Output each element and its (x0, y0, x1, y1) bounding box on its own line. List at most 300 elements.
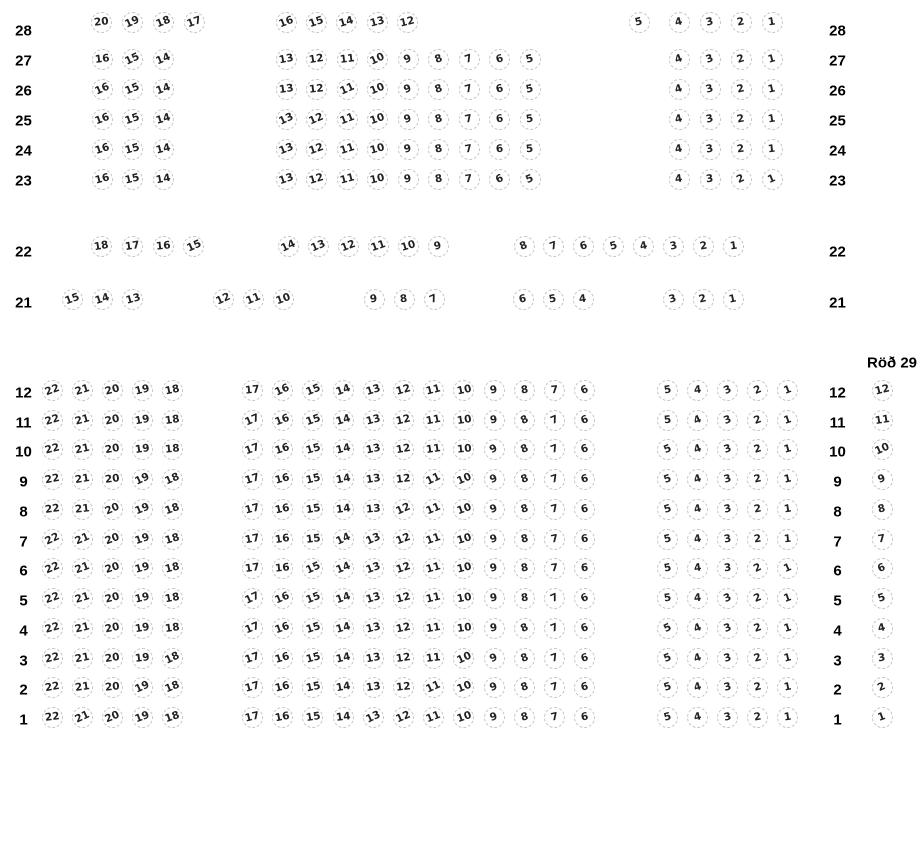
seat[interactable] (242, 558, 263, 579)
seat[interactable] (489, 109, 510, 130)
seat[interactable] (302, 410, 323, 431)
seat[interactable] (102, 469, 123, 490)
seat[interactable] (183, 236, 204, 257)
seat[interactable] (336, 12, 357, 33)
seat[interactable] (484, 499, 505, 520)
seat[interactable] (700, 169, 721, 190)
seat[interactable] (333, 677, 354, 698)
seat[interactable] (102, 499, 123, 520)
seat[interactable] (777, 677, 798, 698)
seat[interactable] (272, 618, 293, 639)
seat[interactable] (393, 558, 414, 579)
seat[interactable] (333, 410, 354, 431)
seat[interactable] (484, 677, 505, 698)
seat[interactable] (687, 410, 708, 431)
seat[interactable] (747, 380, 768, 401)
seat[interactable] (423, 410, 444, 431)
seat[interactable] (428, 139, 449, 160)
seat[interactable] (62, 289, 83, 310)
seat[interactable] (242, 380, 263, 401)
seat[interactable] (574, 499, 595, 520)
seat[interactable] (700, 12, 721, 33)
seat[interactable] (747, 618, 768, 639)
seat[interactable] (520, 169, 541, 190)
seat[interactable] (302, 588, 323, 609)
seat[interactable] (520, 139, 541, 160)
seat[interactable] (717, 529, 738, 550)
seat[interactable] (544, 677, 565, 698)
seat[interactable] (489, 169, 510, 190)
seat[interactable] (132, 469, 153, 490)
seat[interactable] (367, 49, 388, 70)
seat[interactable] (669, 79, 690, 100)
seat[interactable] (872, 558, 893, 579)
seat[interactable] (423, 380, 444, 401)
seat[interactable] (337, 79, 358, 100)
seat[interactable] (453, 410, 474, 431)
seat[interactable] (717, 558, 738, 579)
seat[interactable] (872, 707, 893, 728)
seat[interactable] (42, 380, 63, 401)
seat[interactable] (91, 236, 112, 257)
seat[interactable] (687, 499, 708, 520)
seat[interactable] (272, 410, 293, 431)
seat[interactable] (453, 380, 474, 401)
seat[interactable] (423, 558, 444, 579)
seat[interactable] (423, 707, 444, 728)
seat[interactable] (162, 469, 183, 490)
seat[interactable] (92, 139, 113, 160)
seat[interactable] (514, 410, 535, 431)
seat[interactable] (459, 139, 480, 160)
seat[interactable] (700, 139, 721, 160)
seat[interactable] (489, 79, 510, 100)
seat[interactable] (393, 529, 414, 550)
seat[interactable] (102, 707, 123, 728)
seat[interactable] (398, 236, 419, 257)
seat[interactable] (700, 79, 721, 100)
seat[interactable] (242, 499, 263, 520)
seat[interactable] (102, 677, 123, 698)
seat[interactable] (42, 707, 63, 728)
seat[interactable] (153, 12, 174, 33)
seat[interactable] (333, 648, 354, 669)
seat[interactable] (514, 236, 535, 257)
seat[interactable] (102, 588, 123, 609)
seat[interactable] (272, 529, 293, 550)
seat[interactable] (132, 707, 153, 728)
seat[interactable] (302, 469, 323, 490)
seat[interactable] (272, 558, 293, 579)
seat[interactable] (717, 410, 738, 431)
seat[interactable] (687, 677, 708, 698)
seat[interactable] (363, 677, 384, 698)
seat[interactable] (153, 109, 174, 130)
seat[interactable] (747, 410, 768, 431)
seat[interactable] (92, 169, 113, 190)
seat[interactable] (777, 529, 798, 550)
seat[interactable] (132, 529, 153, 550)
seat[interactable] (72, 558, 93, 579)
seat[interactable] (574, 469, 595, 490)
seat[interactable] (669, 109, 690, 130)
seat[interactable] (777, 588, 798, 609)
seat[interactable] (42, 499, 63, 520)
seat[interactable] (302, 529, 323, 550)
seat[interactable] (872, 380, 893, 401)
seat[interactable] (657, 410, 678, 431)
seat[interactable] (153, 49, 174, 70)
seat[interactable] (872, 469, 893, 490)
seat[interactable] (132, 558, 153, 579)
seat[interactable] (333, 439, 354, 460)
seat[interactable] (544, 618, 565, 639)
seat[interactable] (723, 236, 744, 257)
seat[interactable] (102, 618, 123, 639)
seat[interactable] (363, 469, 384, 490)
seat[interactable] (102, 558, 123, 579)
seat[interactable] (363, 529, 384, 550)
seat[interactable] (368, 236, 389, 257)
seat[interactable] (242, 439, 263, 460)
seat[interactable] (364, 289, 385, 310)
seat[interactable] (574, 618, 595, 639)
seat[interactable] (393, 469, 414, 490)
seat[interactable] (657, 439, 678, 460)
seat[interactable] (514, 469, 535, 490)
seat[interactable] (423, 618, 444, 639)
seat[interactable] (302, 499, 323, 520)
seat[interactable] (762, 12, 783, 33)
seat[interactable] (184, 12, 205, 33)
seat[interactable] (242, 707, 263, 728)
seat[interactable] (272, 677, 293, 698)
seat[interactable] (153, 79, 174, 100)
seat[interactable] (132, 410, 153, 431)
seat[interactable] (72, 707, 93, 728)
seat[interactable] (520, 109, 541, 130)
seat[interactable] (306, 12, 327, 33)
seat[interactable] (242, 648, 263, 669)
seat[interactable] (514, 499, 535, 520)
seat[interactable] (213, 289, 234, 310)
seat[interactable] (777, 648, 798, 669)
seat[interactable] (484, 410, 505, 431)
seat[interactable] (424, 289, 445, 310)
seat[interactable] (363, 558, 384, 579)
seat[interactable] (333, 529, 354, 550)
seat[interactable] (543, 289, 564, 310)
seat[interactable] (687, 558, 708, 579)
seat[interactable] (574, 648, 595, 669)
seat[interactable] (162, 648, 183, 669)
seat[interactable] (459, 49, 480, 70)
seat[interactable] (428, 169, 449, 190)
seat[interactable] (92, 49, 113, 70)
seat[interactable] (92, 109, 113, 130)
seat[interactable] (423, 529, 444, 550)
seat[interactable] (459, 79, 480, 100)
seat[interactable] (102, 410, 123, 431)
seat[interactable] (367, 139, 388, 160)
seat[interactable] (42, 469, 63, 490)
seat[interactable] (393, 499, 414, 520)
seat[interactable] (363, 410, 384, 431)
seat[interactable] (520, 49, 541, 70)
seat[interactable] (513, 289, 534, 310)
seat[interactable] (398, 109, 419, 130)
seat[interactable] (669, 139, 690, 160)
seat[interactable] (363, 439, 384, 460)
seat[interactable] (333, 469, 354, 490)
seat[interactable] (122, 169, 143, 190)
seat[interactable] (153, 139, 174, 160)
seat[interactable] (762, 169, 783, 190)
seat[interactable] (42, 410, 63, 431)
seat[interactable] (42, 439, 63, 460)
seat[interactable] (747, 677, 768, 698)
seat[interactable] (132, 499, 153, 520)
seat[interactable] (629, 12, 650, 33)
seat[interactable] (333, 707, 354, 728)
seat[interactable] (162, 677, 183, 698)
seat[interactable] (777, 469, 798, 490)
seat[interactable] (72, 469, 93, 490)
seat[interactable] (747, 529, 768, 550)
seat[interactable] (72, 439, 93, 460)
seat[interactable] (153, 236, 174, 257)
seat[interactable] (393, 677, 414, 698)
seat[interactable] (723, 289, 744, 310)
seat[interactable] (514, 707, 535, 728)
seat[interactable] (700, 49, 721, 70)
seat[interactable] (717, 439, 738, 460)
seat[interactable] (363, 588, 384, 609)
seat[interactable] (544, 499, 565, 520)
seat[interactable] (72, 499, 93, 520)
seat[interactable] (337, 169, 358, 190)
seat[interactable] (333, 588, 354, 609)
seat[interactable] (514, 677, 535, 698)
seat[interactable] (717, 648, 738, 669)
seat[interactable] (544, 410, 565, 431)
seat[interactable] (423, 677, 444, 698)
seat[interactable] (272, 499, 293, 520)
seat[interactable] (489, 139, 510, 160)
seat[interactable] (747, 648, 768, 669)
seat[interactable] (333, 380, 354, 401)
seat[interactable] (308, 236, 329, 257)
seat[interactable] (777, 439, 798, 460)
seat[interactable] (514, 439, 535, 460)
seat[interactable] (657, 529, 678, 550)
seat[interactable] (398, 139, 419, 160)
seat[interactable] (717, 618, 738, 639)
seat[interactable] (367, 12, 388, 33)
seat[interactable] (484, 380, 505, 401)
seat[interactable] (393, 648, 414, 669)
seat[interactable] (657, 707, 678, 728)
seat[interactable] (337, 49, 358, 70)
seat[interactable] (398, 49, 419, 70)
seat[interactable] (302, 677, 323, 698)
seat[interactable] (514, 380, 535, 401)
seat[interactable] (122, 79, 143, 100)
seat[interactable] (162, 499, 183, 520)
seat[interactable] (453, 439, 474, 460)
seat[interactable] (573, 236, 594, 257)
seat[interactable] (731, 109, 752, 130)
seat[interactable] (663, 289, 684, 310)
seat[interactable] (544, 648, 565, 669)
seat[interactable] (762, 79, 783, 100)
seat[interactable] (657, 677, 678, 698)
seat[interactable] (272, 469, 293, 490)
seat[interactable] (276, 12, 297, 33)
seat[interactable] (72, 380, 93, 401)
seat[interactable] (453, 588, 474, 609)
seat[interactable] (717, 499, 738, 520)
seat[interactable] (132, 380, 153, 401)
seat[interactable] (574, 410, 595, 431)
seat[interactable] (669, 49, 690, 70)
seat[interactable] (484, 558, 505, 579)
seat[interactable] (72, 618, 93, 639)
seat[interactable] (657, 648, 678, 669)
seat[interactable] (272, 439, 293, 460)
seat[interactable] (72, 529, 93, 550)
seat[interactable] (423, 439, 444, 460)
seat[interactable] (574, 380, 595, 401)
seat[interactable] (393, 588, 414, 609)
seat[interactable] (423, 588, 444, 609)
seat[interactable] (276, 169, 297, 190)
seat[interactable] (762, 109, 783, 130)
seat[interactable] (102, 648, 123, 669)
seat[interactable] (122, 289, 143, 310)
seat[interactable] (42, 677, 63, 698)
seat[interactable] (122, 139, 143, 160)
seat[interactable] (687, 618, 708, 639)
seat[interactable] (306, 139, 327, 160)
seat[interactable] (453, 618, 474, 639)
seat[interactable] (872, 499, 893, 520)
seat[interactable] (132, 648, 153, 669)
seat[interactable] (777, 499, 798, 520)
seat[interactable] (514, 529, 535, 550)
seat[interactable] (42, 588, 63, 609)
seat[interactable] (132, 618, 153, 639)
seat[interactable] (42, 529, 63, 550)
seat[interactable] (731, 79, 752, 100)
seat[interactable] (92, 289, 113, 310)
seat[interactable] (242, 529, 263, 550)
seat[interactable] (872, 439, 893, 460)
seat[interactable] (544, 588, 565, 609)
seat[interactable] (777, 410, 798, 431)
seat[interactable] (872, 677, 893, 698)
seat[interactable] (687, 469, 708, 490)
seat[interactable] (574, 677, 595, 698)
seat[interactable] (453, 648, 474, 669)
seat[interactable] (459, 109, 480, 130)
seat[interactable] (276, 139, 297, 160)
seat[interactable] (423, 469, 444, 490)
seat[interactable] (484, 648, 505, 669)
seat[interactable] (276, 79, 297, 100)
seat[interactable] (453, 558, 474, 579)
seat[interactable] (687, 707, 708, 728)
seat[interactable] (687, 588, 708, 609)
seat[interactable] (276, 109, 297, 130)
seat[interactable] (777, 618, 798, 639)
seat[interactable] (306, 169, 327, 190)
seat[interactable] (777, 380, 798, 401)
seat[interactable] (162, 529, 183, 550)
seat[interactable] (162, 380, 183, 401)
seat[interactable] (657, 588, 678, 609)
seat[interactable] (337, 109, 358, 130)
seat[interactable] (162, 707, 183, 728)
seat[interactable] (42, 648, 63, 669)
seat[interactable] (657, 618, 678, 639)
seat[interactable] (872, 529, 893, 550)
seat[interactable] (657, 558, 678, 579)
seat[interactable] (669, 12, 690, 33)
seat[interactable] (484, 588, 505, 609)
seat[interactable] (363, 618, 384, 639)
seat[interactable] (574, 707, 595, 728)
seat[interactable] (306, 109, 327, 130)
seat[interactable] (762, 49, 783, 70)
seat[interactable] (122, 109, 143, 130)
seat[interactable] (687, 648, 708, 669)
seat[interactable] (367, 79, 388, 100)
seat[interactable] (717, 677, 738, 698)
seat[interactable] (453, 469, 474, 490)
seat[interactable] (717, 469, 738, 490)
seat[interactable] (423, 648, 444, 669)
seat[interactable] (302, 380, 323, 401)
seat[interactable] (398, 79, 419, 100)
seat[interactable] (132, 588, 153, 609)
seat[interactable] (514, 618, 535, 639)
seat[interactable] (428, 49, 449, 70)
seat[interactable] (398, 169, 419, 190)
seat[interactable] (367, 169, 388, 190)
seat[interactable] (423, 499, 444, 520)
seat[interactable] (574, 529, 595, 550)
seat[interactable] (394, 289, 415, 310)
seat[interactable] (663, 236, 684, 257)
seat[interactable] (42, 558, 63, 579)
seat[interactable] (544, 707, 565, 728)
seat[interactable] (574, 558, 595, 579)
seat[interactable] (162, 588, 183, 609)
seat[interactable] (72, 648, 93, 669)
seat[interactable] (302, 558, 323, 579)
seat[interactable] (393, 439, 414, 460)
seat[interactable] (453, 707, 474, 728)
seat[interactable] (273, 289, 294, 310)
seat[interactable] (333, 558, 354, 579)
seat[interactable] (338, 236, 359, 257)
seat[interactable] (687, 439, 708, 460)
seat[interactable] (520, 79, 541, 100)
seat[interactable] (302, 618, 323, 639)
seat[interactable] (272, 707, 293, 728)
seat[interactable] (102, 439, 123, 460)
